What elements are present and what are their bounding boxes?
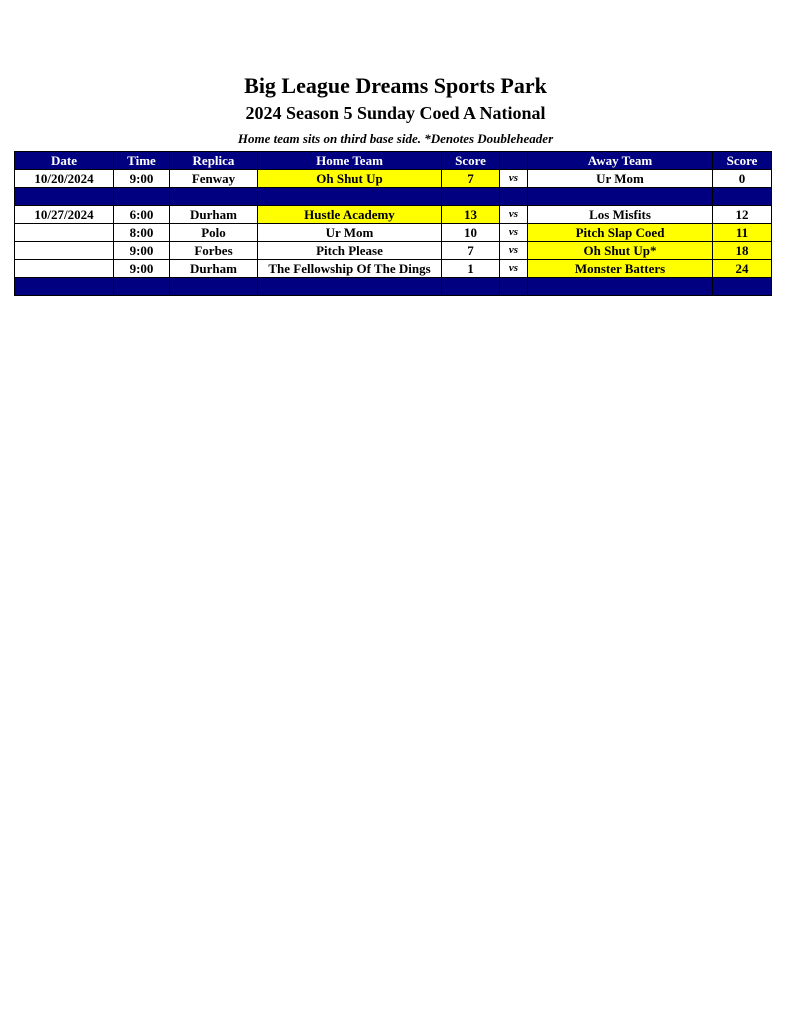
vs-label: vs — [500, 206, 528, 224]
game-replica: Forbes — [170, 242, 258, 260]
game-date — [15, 242, 114, 260]
table-header-row — [15, 152, 772, 170]
schedule-table — [14, 151, 772, 296]
home-team: Hustle Academy — [258, 206, 442, 224]
separator-cell — [442, 188, 500, 206]
separator-row — [15, 188, 772, 206]
column-header-vs — [500, 152, 528, 170]
table-row — [15, 170, 772, 188]
separator-cell — [442, 278, 500, 296]
away-team: Monster Batters — [528, 260, 713, 278]
away-score: 24 — [713, 260, 772, 278]
game-replica: Fenway — [170, 170, 258, 188]
column-header-home-score: Score — [442, 152, 500, 170]
page-subtitle: 2024 Season 5 Sunday Coed A National — [245, 103, 546, 123]
page-title: Big League Dreams Sports Park — [244, 73, 547, 98]
table-row — [15, 242, 772, 260]
away-team: Ur Mom — [528, 170, 713, 188]
separator-cell — [170, 278, 258, 296]
column-header-away-team: Away Team — [528, 152, 713, 170]
game-replica: Durham — [170, 260, 258, 278]
away-team: Los Misfits — [528, 206, 713, 224]
home-score: 10 — [442, 224, 500, 242]
separator-cell — [528, 278, 713, 296]
game-time: 6:00 — [114, 206, 170, 224]
vs-label: vs — [500, 170, 528, 188]
game-time: 9:00 — [114, 260, 170, 278]
home-score: 7 — [442, 170, 500, 188]
away-team: Oh Shut Up* — [528, 242, 713, 260]
home-score: 1 — [442, 260, 500, 278]
column-header-home-team: Home Team — [258, 152, 442, 170]
game-replica: Polo — [170, 224, 258, 242]
home-team: Ur Mom — [258, 224, 442, 242]
game-replica: Durham — [170, 206, 258, 224]
away-score: 0 — [713, 170, 772, 188]
away-score: 11 — [713, 224, 772, 242]
separator-row — [15, 278, 772, 296]
game-date: 10/27/2024 — [15, 206, 114, 224]
separator-cell — [258, 188, 442, 206]
separator-cell — [170, 188, 258, 206]
separator-cell — [15, 278, 114, 296]
home-team: Pitch Please — [258, 242, 442, 260]
separator-cell — [114, 278, 170, 296]
separator-cell — [15, 188, 114, 206]
column-header-away-score: Score — [713, 152, 772, 170]
vs-label: vs — [500, 224, 528, 242]
table-row — [15, 260, 772, 278]
column-header-date: Date — [15, 152, 114, 170]
separator-cell — [500, 188, 528, 206]
game-time: 9:00 — [114, 242, 170, 260]
column-header-time: Time — [114, 152, 170, 170]
game-date: 10/20/2024 — [15, 170, 114, 188]
vs-label: vs — [500, 260, 528, 278]
game-date — [15, 224, 114, 242]
home-team: The Fellowship Of The Dings — [258, 260, 442, 278]
away-score: 12 — [713, 206, 772, 224]
column-header-replica: Replica — [170, 152, 258, 170]
away-score: 18 — [713, 242, 772, 260]
separator-cell — [528, 188, 713, 206]
separator-cell — [114, 188, 170, 206]
game-date — [15, 260, 114, 278]
home-team: Oh Shut Up — [258, 170, 442, 188]
separator-cell — [500, 278, 528, 296]
table-row — [15, 206, 772, 224]
vs-label: vs — [500, 242, 528, 260]
home-score: 7 — [442, 242, 500, 260]
schedule-note: Home team sits on third base side. *Denotes Doubleheader — [237, 131, 554, 146]
table-row — [15, 224, 772, 242]
game-time: 8:00 — [114, 224, 170, 242]
away-team: Pitch Slap Coed — [528, 224, 713, 242]
separator-cell — [713, 278, 772, 296]
separator-cell — [713, 188, 772, 206]
home-score: 13 — [442, 206, 500, 224]
game-time: 9:00 — [114, 170, 170, 188]
separator-cell — [258, 278, 442, 296]
